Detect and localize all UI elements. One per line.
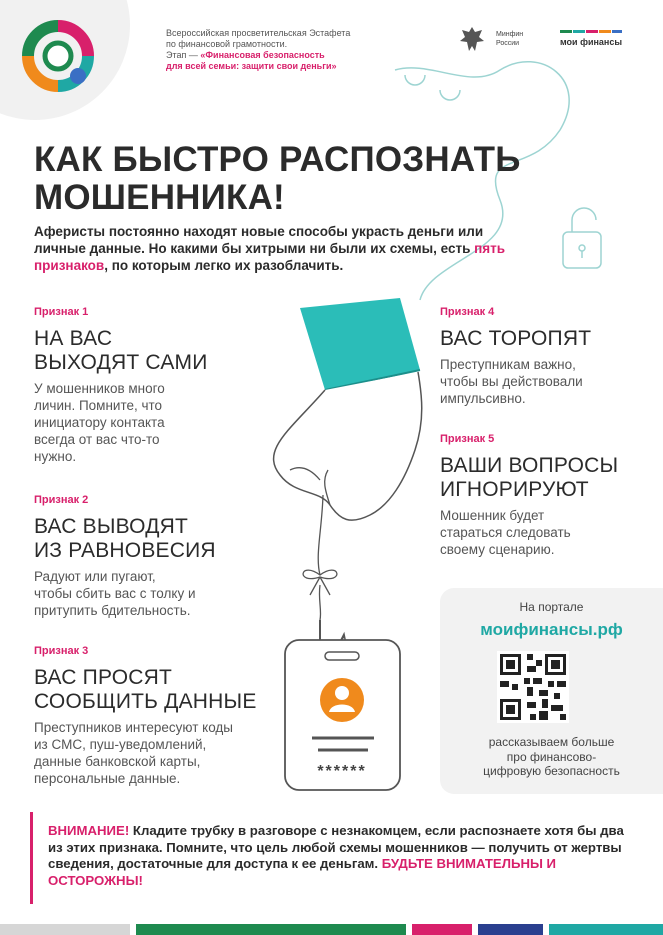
sign-label: Признак 2 (34, 494, 89, 506)
sign-title: НА ВАС ВЫХОДЯТ САМИ (34, 327, 208, 374)
sign-label: Признак 4 (440, 306, 495, 318)
sign-body: Мошенник будет стараться следовать своему сценарию. (440, 508, 571, 557)
portal-label: На портале (519, 600, 584, 614)
minfin-label: Минфин России (496, 31, 524, 47)
sign-title: ВАС ВЫВОДЯТ ИЗ РАВНОВЕСИЯ (34, 515, 216, 562)
moi-finansy-logo-text: мои финансы (560, 37, 623, 47)
sign-title: ВАШИ ВОПРОСЫ ИГНОРИРУЮТ (440, 454, 619, 501)
intro-paragraph: Аферисты постоянно находят новые способы украсть деньги или личные данные. Но какими бы хитрыми ни были их схемы, есть пять признаков, по которым легко их разоблачить. (34, 224, 506, 273)
portal-description: рассказываем больше про финансово- цифровую безопасность (483, 735, 620, 778)
sign-title: ВАС ТОРОПЯТ (440, 327, 592, 350)
sign-5 (440, 433, 660, 558)
hand-with-hook-illustration (230, 290, 440, 800)
footer-color-strip (0, 924, 663, 935)
sign-body: Преступникам важно, чтобы вы действовали импульсивно. (440, 357, 583, 406)
sign-label: Признак 5 (440, 433, 495, 445)
sign-body: Преступников интересуют коды из СМС, пуш-уведомлений, данные банковской карты, персональные данные. (34, 720, 234, 786)
sign-4 (440, 306, 650, 407)
qr-code-icon[interactable] (497, 651, 569, 723)
relay-header-text: Всероссийская просветительская Эстафета по финансовой грамотности. Этап — «Финансовая безопасность для всей семьи: защити свои деньги» (166, 28, 351, 71)
badge-password: ****** (317, 763, 367, 780)
page-title: КАК БЫСТРО РАСПОЗНАТЬ МОШЕННИКА! (34, 140, 521, 217)
sign-label: Признак 1 (34, 306, 89, 318)
sign-label: Признак 3 (34, 645, 89, 657)
sign-body: Радуют или пугают, чтобы сбить вас с толку и притупить бдительность. (34, 569, 196, 618)
warning-text: ВНИМАНИЕ! Кладите трубку в разговоре с незнакомцем, если распознаете хотя бы два из этих признака. Помните, что цель любой схемы мошенников — получить от жертвы сведения, достаточные для доступа к ее деньгам. БУДЬТЕ ВНИМАТЕЛЬНЫ И ОСТОРОЖНЫ! (48, 823, 624, 888)
sign-body: У мошенников много личин. Помните, что инициатору контакта всегда от вас что-то нужно. (34, 381, 165, 464)
portal-site-link[interactable]: моифинансы.рф (480, 620, 623, 639)
sign-title: ВАС ПРОСЯТ СООБЩИТЬ ДАННЫЕ (34, 666, 257, 713)
